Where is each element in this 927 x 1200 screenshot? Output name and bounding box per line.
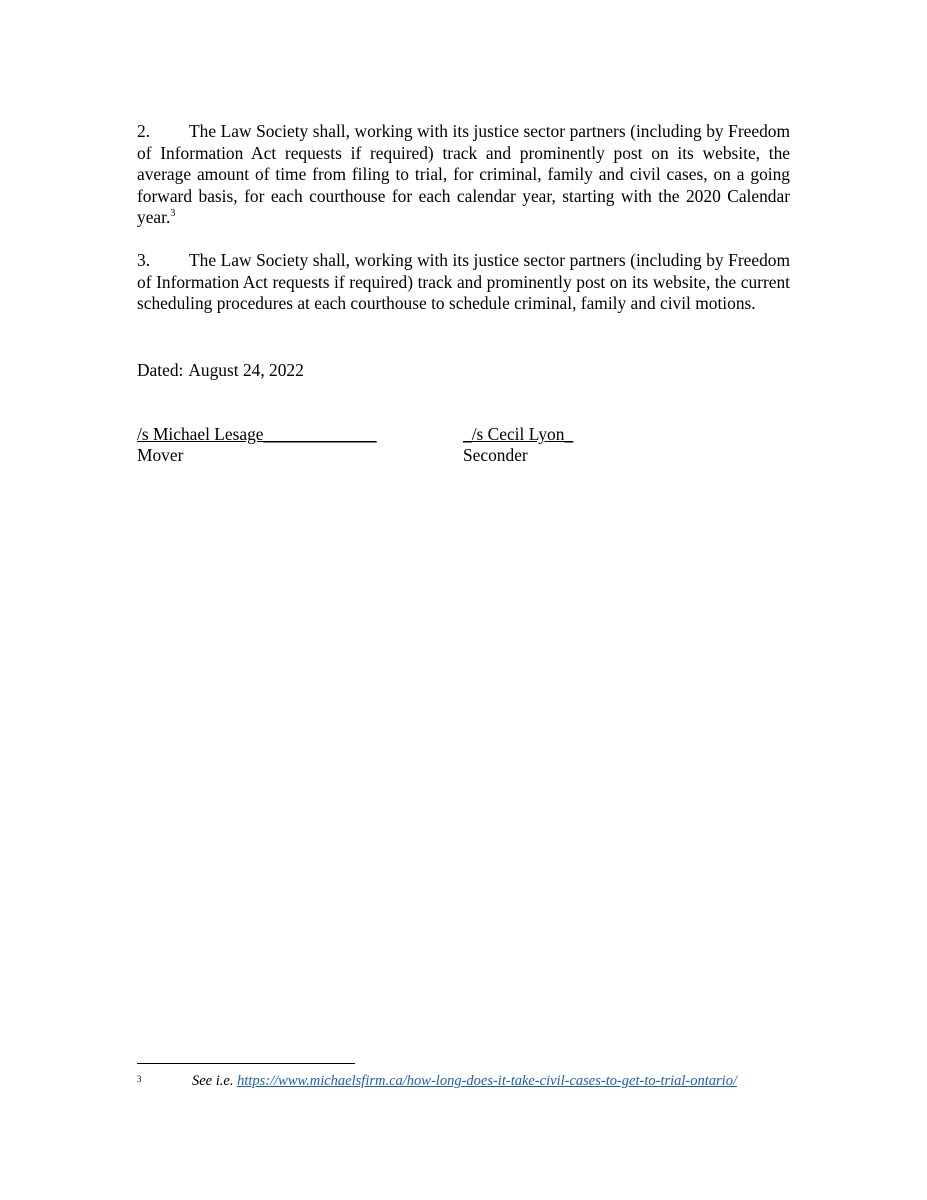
mover-signature: /s Michael Lesage_____________ (137, 424, 377, 444)
mover-label: Mover (137, 445, 184, 465)
footnote-separator (137, 1063, 355, 1064)
seconder-signature-block (463, 424, 573, 466)
footnote-link[interactable]: https://www.michaelsfirm.ca/how-long-does-it-take-civil-cases-to-get-to-trial-ontario/ (237, 1073, 737, 1089)
paragraph-3 (137, 250, 790, 315)
footnote-number: 3 (137, 1074, 142, 1084)
paragraph-text: The Law Society shall, working with its justice sector partners (including by Freedom of Information Act requests if required) track and prominently post on its website, the current scheduling procedures at each courthouse to schedule criminal, family and civil motions. (137, 250, 790, 314)
dated-value: August 24, 2022 (188, 360, 304, 380)
dated-line (137, 360, 304, 382)
dated-label: Dated: (137, 360, 184, 380)
paragraph-2 (137, 121, 790, 229)
seconder-signature: _/s Cecil Lyon_ (463, 424, 574, 444)
footnote-prefix: See i.e. (192, 1073, 234, 1089)
footnote-body (192, 1072, 737, 1090)
paragraph-number: 2. (137, 121, 151, 141)
footnote-reference[interactable]: 3 (170, 208, 176, 220)
paragraph-text: The Law Society shall, working with its justice sector partners (including by Freedom of Information Act requests if required) track and prominently post on its website, the average amount of time from filing to trial, for criminal, family and civil cases, on a going forward basis, for each courthouse for each calendar year, starting with the 2020 Calendar year. (137, 121, 790, 228)
seconder-label: Seconder (463, 445, 528, 465)
paragraph-number: 3. (137, 250, 151, 270)
mover-signature-block (137, 424, 377, 466)
